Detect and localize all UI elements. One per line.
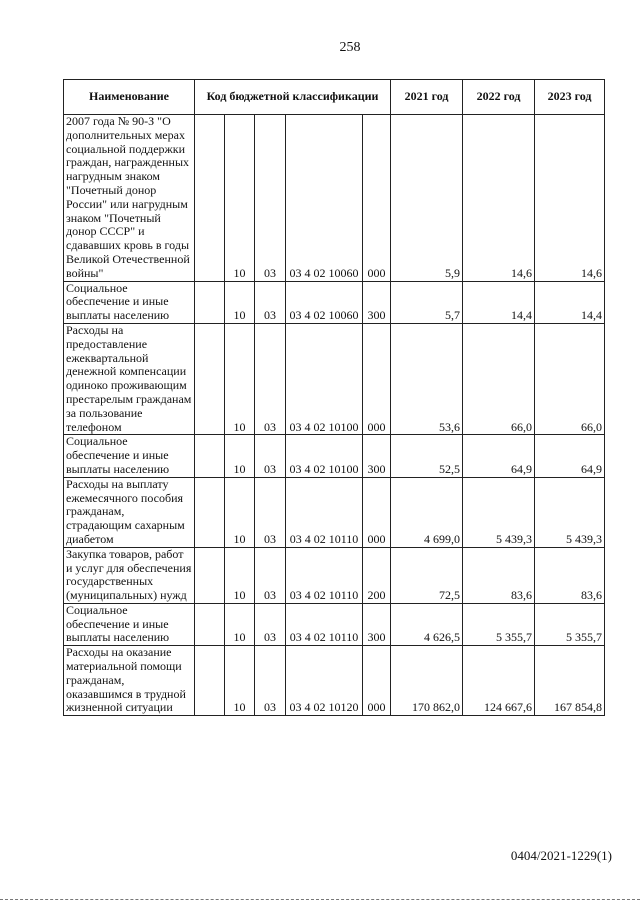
row-section-code: 10 xyxy=(225,603,255,645)
row-value-2021: 4 699,0 xyxy=(391,477,463,547)
table-row xyxy=(64,477,605,547)
header-2022: 2022 год xyxy=(463,80,535,115)
row-expense-type-code: 000 xyxy=(363,115,391,282)
row-subsection-code: 03 xyxy=(255,477,286,547)
row-subsection-code: 03 xyxy=(255,603,286,645)
row-value-2021: 5,9 xyxy=(391,115,463,282)
header-code: Код бюджетной классификации xyxy=(195,80,391,115)
row-target-code: 03 4 02 10110 xyxy=(286,477,363,547)
row-subsection-code: 03 xyxy=(255,281,286,323)
row-value-2022: 83,6 xyxy=(463,547,535,603)
header-name: Наименование xyxy=(64,80,195,115)
table-row xyxy=(64,281,605,323)
row-name: Социальное обеспечение и иные выплаты населению xyxy=(64,603,195,645)
row-value-2023: 83,6 xyxy=(535,547,605,603)
row-name: Расходы на оказание материальной помощи гражданам, оказавшимся в трудной жизненной ситуации xyxy=(64,646,195,716)
row-name: Социальное обеспечение и иные выплаты населению xyxy=(64,435,195,477)
table-row xyxy=(64,323,605,434)
page-number: 258 xyxy=(339,40,361,55)
row-empty-cell xyxy=(195,435,225,477)
row-empty-cell xyxy=(195,115,225,282)
row-section-code: 10 xyxy=(225,435,255,477)
row-expense-type-code: 000 xyxy=(363,646,391,716)
header-2021: 2021 год xyxy=(391,80,463,115)
row-section-code: 10 xyxy=(225,115,255,282)
row-value-2021: 72,5 xyxy=(391,547,463,603)
table-row xyxy=(64,435,605,477)
row-value-2021: 52,5 xyxy=(391,435,463,477)
row-expense-type-code: 200 xyxy=(363,547,391,603)
row-section-code: 10 xyxy=(225,646,255,716)
table-header-row xyxy=(64,80,605,115)
row-target-code: 03 4 02 10120 xyxy=(286,646,363,716)
row-value-2022: 124 667,6 xyxy=(463,646,535,716)
row-empty-cell xyxy=(195,477,225,547)
row-value-2023: 66,0 xyxy=(535,323,605,434)
row-empty-cell xyxy=(195,547,225,603)
row-value-2022: 5 355,7 xyxy=(463,603,535,645)
row-empty-cell xyxy=(195,281,225,323)
row-expense-type-code: 000 xyxy=(363,323,391,434)
row-name: Расходы на предоставление ежеквартальной денежной компенсации одиноко проживающим престарелым гражданам за пользование телефоном xyxy=(64,323,195,434)
row-subsection-code: 03 xyxy=(255,547,286,603)
row-target-code: 03 4 02 10110 xyxy=(286,547,363,603)
table-row xyxy=(64,115,605,282)
table-row xyxy=(64,646,605,716)
header-2023: 2023 год xyxy=(535,80,605,115)
row-expense-type-code: 300 xyxy=(363,435,391,477)
row-name: Закупка товаров, работ и услуг для обеспечения государственных (муниципальных) нужд xyxy=(64,547,195,603)
row-value-2023: 64,9 xyxy=(535,435,605,477)
row-name: Социальное обеспечение и иные выплаты населению xyxy=(64,281,195,323)
row-value-2023: 167 854,8 xyxy=(535,646,605,716)
row-expense-type-code: 000 xyxy=(363,477,391,547)
row-section-code: 10 xyxy=(225,477,255,547)
row-value-2022: 14,6 xyxy=(463,115,535,282)
page-bottom-divider xyxy=(0,899,640,900)
budget-table xyxy=(63,79,605,716)
row-empty-cell xyxy=(195,646,225,716)
table-row xyxy=(64,547,605,603)
row-section-code: 10 xyxy=(225,281,255,323)
row-subsection-code: 03 xyxy=(255,435,286,477)
row-target-code: 03 4 02 10110 xyxy=(286,603,363,645)
row-value-2021: 4 626,5 xyxy=(391,603,463,645)
row-value-2021: 5,7 xyxy=(391,281,463,323)
row-value-2022: 14,4 xyxy=(463,281,535,323)
row-empty-cell xyxy=(195,603,225,645)
row-subsection-code: 03 xyxy=(255,115,286,282)
row-value-2022: 5 439,3 xyxy=(463,477,535,547)
row-section-code: 10 xyxy=(225,547,255,603)
row-target-code: 03 4 02 10100 xyxy=(286,323,363,434)
row-name: 2007 года № 90-З "О дополнительных мерах социальной поддержки граждан, награжденных нагрудным знаком "Почетный донор России" или нагрудным знаком "Почетный донор СССР" и сдававших кровь в годы Великой Отечественной войны" xyxy=(64,115,195,282)
row-target-code: 03 4 02 10060 xyxy=(286,281,363,323)
row-empty-cell xyxy=(195,323,225,434)
row-section-code: 10 xyxy=(225,323,255,434)
row-value-2023: 5 439,3 xyxy=(535,477,605,547)
row-value-2021: 170 862,0 xyxy=(391,646,463,716)
row-expense-type-code: 300 xyxy=(363,603,391,645)
row-subsection-code: 03 xyxy=(255,646,286,716)
row-value-2022: 66,0 xyxy=(463,323,535,434)
row-value-2021: 53,6 xyxy=(391,323,463,434)
row-subsection-code: 03 xyxy=(255,323,286,434)
row-name: Расходы на выплату ежемесячного пособия гражданам, страдающим сахарным диабетом xyxy=(64,477,195,547)
row-value-2022: 64,9 xyxy=(463,435,535,477)
row-value-2023: 14,6 xyxy=(535,115,605,282)
document-code: 0404/2021-1229(1) xyxy=(510,848,612,863)
table-row xyxy=(64,603,605,645)
row-expense-type-code: 300 xyxy=(363,281,391,323)
row-value-2023: 5 355,7 xyxy=(535,603,605,645)
row-target-code: 03 4 02 10060 xyxy=(286,115,363,282)
row-target-code: 03 4 02 10100 xyxy=(286,435,363,477)
row-value-2023: 14,4 xyxy=(535,281,605,323)
